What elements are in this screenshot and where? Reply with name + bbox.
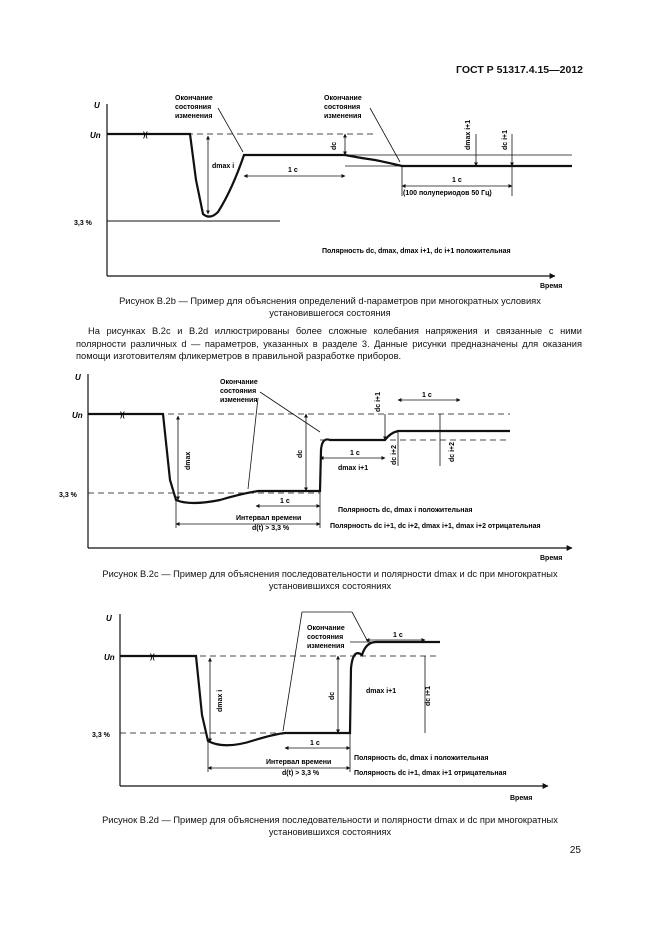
level-33-label-d: 3,3 % — [92, 732, 110, 739]
end-state-label-1a: Окончание — [175, 95, 213, 102]
dmax-i1-label-c: dmax i+1 — [338, 465, 369, 472]
axis-u-label-c: U — [75, 373, 81, 382]
axis-u-label: U — [94, 101, 100, 110]
end-state-label-2c: изменения — [324, 113, 362, 120]
level-33-label: 3,3 % — [74, 220, 92, 227]
polarity-label: Полярность dc, dmax, dmax i+1, dc i+1 положительная — [322, 248, 511, 255]
page-number: 25 — [569, 845, 581, 856]
dmax-label-d: dmax i — [217, 689, 224, 712]
document-header: ГОСТ Р 51317.4.15—2012 — [456, 64, 583, 76]
one-sec-2: 1 c — [452, 177, 462, 184]
one-sec-d2: 1 c — [393, 632, 403, 639]
one-sec-c1: 1 c — [280, 498, 290, 505]
dc-i2-label-c: dc i+2 — [391, 444, 398, 465]
axis-un-label-d: Un — [104, 653, 115, 662]
axis-un-label-c: Un — [72, 411, 83, 420]
svg-text:)(: )( — [120, 412, 125, 419]
end-state-d-a: Окончание — [307, 625, 345, 632]
end-state-c-b: состояния — [220, 388, 257, 395]
polarity-neg-c: Полярность dc i+1, dc i+2, dmax i+1, dmax i+2 отрицательная — [330, 523, 541, 530]
dc-label-c: dc — [297, 449, 304, 458]
one-sec-c2: 1 c — [350, 450, 360, 457]
end-state-c-a: Окончание — [220, 379, 258, 386]
interval-c-1: Интервал времени — [236, 515, 302, 522]
polarity-pos-c: Полярность dc, dmax i положительная — [338, 507, 473, 514]
polarity-pos-d: Полярность dc, dmax i положительная — [354, 755, 489, 762]
time-label-d: Время — [510, 795, 533, 802]
one-sec-c3: 1 c — [422, 392, 432, 399]
axis-un-label: Un — [90, 131, 101, 140]
dc-i1-label-c: dc i+1 — [375, 391, 382, 412]
dc-label: dc — [331, 141, 338, 150]
svg-text:)(: )( — [150, 654, 155, 661]
interval-c-2: d(t) > 3,3 % — [252, 525, 290, 532]
end-state-d-b: состояния — [307, 634, 344, 641]
dmax-i1-label-d: dmax i+1 — [366, 688, 397, 695]
dmax-label: dmax i — [212, 163, 235, 170]
body-paragraph: На рисунках B.2c и B.2d иллюстрированы более сложные колебания напряжения и связанные с ними полярности различных d — параметров, указанных в разделе 3. Данные рисунки предназначены для оказания помощи изготовителям фликерметров в правильной разработке приборов. — [76, 326, 582, 361]
caption-b2d-2: установившихся состояниях — [268, 827, 392, 837]
time-label-c: Время — [540, 555, 563, 562]
dmax-i1-label: dmax i+1 — [465, 119, 472, 150]
caption-b2b-1: Рисунок B.2b — Пример для объяснения определений d-параметров при многократных условиях — [119, 296, 541, 306]
time-label: Время — [540, 283, 563, 290]
dmax-label-c: dmax — [185, 451, 192, 470]
caption-b2b-2: установившегося состояния — [269, 308, 391, 318]
end-state-d-c: изменения — [307, 643, 345, 650]
axis-u-label-d: U — [106, 614, 112, 623]
dc-label-d: dc — [329, 691, 336, 700]
end-state-label-1b: состояния — [175, 104, 212, 111]
level-33-label-c: 3,3 % — [59, 492, 77, 499]
interval-d-1: Интервал времени — [266, 759, 332, 766]
dc-i1-label-d: dc i+1 — [425, 685, 432, 706]
polarity-neg-d: Полярность dc i+1, dmax i+1 отрицательная — [354, 770, 507, 777]
one-sec-d1: 1 c — [310, 740, 320, 747]
caption-b2c-2: установившихся состояниях — [268, 581, 392, 591]
caption-b2c-1: Рисунок B.2c — Пример для объяснения последовательности и полярности dmax и dc при многократных — [102, 569, 558, 579]
end-state-label-2a: Окончание — [324, 95, 362, 102]
dc-i1-label: dc i+1 — [502, 129, 509, 150]
half-periods-label: (100 полупериодов 50 Гц) — [403, 190, 492, 197]
end-state-label-2b: состояния — [324, 104, 361, 111]
dc-i2-label-c2: dc i+2 — [449, 441, 456, 462]
end-state-label-1c: изменения — [175, 113, 213, 120]
end-state-c-c: изменения — [220, 397, 258, 404]
interval-d-2: d(t) > 3,3 % — [282, 770, 320, 777]
svg-text:)(: )( — [143, 132, 148, 139]
one-sec-1: 1 c — [288, 167, 298, 174]
caption-b2d-1: Рисунок B.2d — Пример для объяснения последовательности и полярности dmax и dc при многократных — [102, 815, 558, 825]
